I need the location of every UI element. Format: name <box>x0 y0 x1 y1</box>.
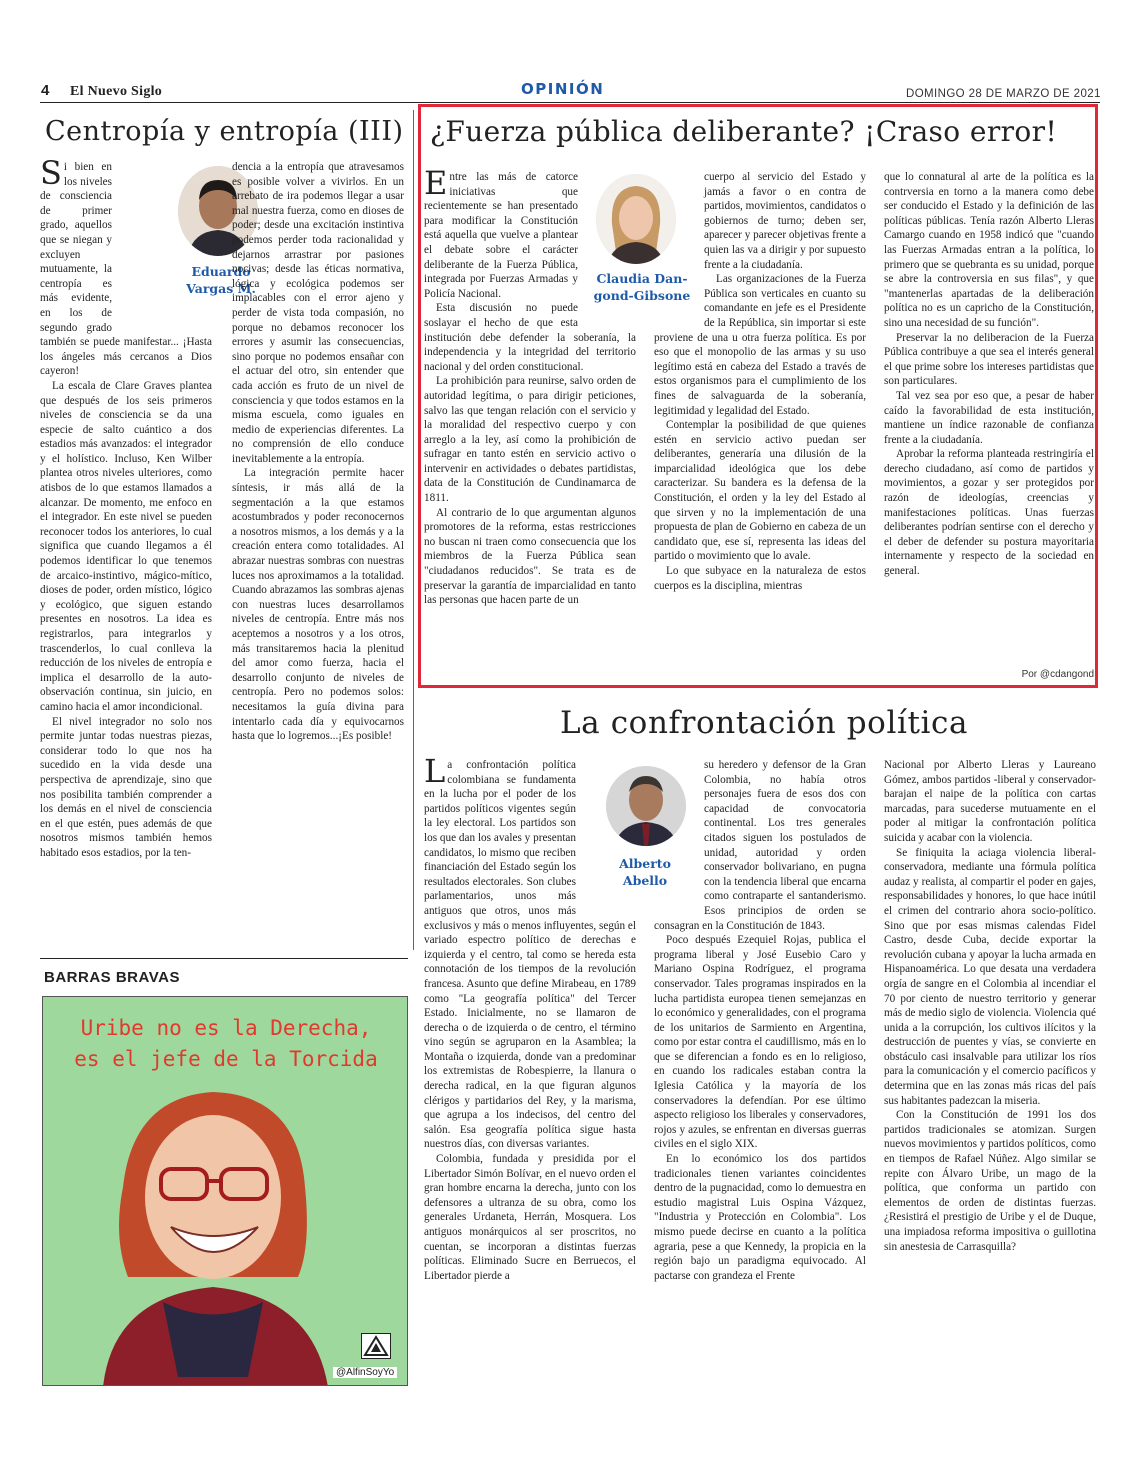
cartoon-caption <box>53 1013 399 1075</box>
paragraph: Lo que subyace en la naturaleza de estos cuerpos es la disciplina, mientras <box>654 565 866 592</box>
barras-top-rule <box>40 958 408 959</box>
article2-col2 <box>654 170 866 680</box>
drop-cap: S <box>40 160 62 192</box>
paragraph: Nacional por Alberto Lleras y Laureano Gómez, ambos partidos -liberal y conservador- barajan el naipe de la política con cartas marcadas, para sucederse mutuamente en el poder al mitigar la confrontación política suicida y acabar con la violencia. <box>884 759 1096 844</box>
cartoon-caption-line1: Uribe no es la Derecha, <box>80 1016 372 1040</box>
paragraph: Poco después Ezequiel Rojas, publica el programa liberal y José Eusebio Caro y Mariano Ospina Rodríguez, el programa conservador. Tales programas inspirados en la lucha partidista europea tienen semejanzas en lo económico y generalidades, con el programa de los unitarios de Sarmiento en Argentina, como por estar contra el caudillismo, más en lo que se diferencian a fondo es en lo religioso, en cuando los radicales estaban contra la Iglesia Católica y la mayoría de los conservadores la defendían. Por ese último aspecto religioso los liberales y conservadores, rojos y azules, se enfrentan en diversas guerras civiles en el siglo XIX. <box>654 934 866 1151</box>
cartoon-panel <box>42 996 408 1386</box>
paragraph: Contemplar la posibilidad de que quienes estén en servicio activo puedan ser deliberantes, generaría una dilusión de la imparcialidad ideológica que los debe caracterizar. Su bandera es la defensa de la Constitución, el orden y la ley del Estado al que sirven y no la implementación de una propuesta de plan de Gobierno en cabeza de un candidato que, ese sí, representa las ideas del partido o movimiento que lo avale. <box>654 419 866 563</box>
drop-cap: E <box>424 170 448 202</box>
cartoon-figure <box>83 1077 343 1386</box>
column-divider <box>413 110 414 950</box>
paragraph: Si bien en los niveles de consciencia de primer grado, aquellos que se niegan y excluyen mutuamente, la centropía es más evidente, en los de segundo grado también se puede manifestar... ¡Hasta los ángeles más cercanos a Dios cayeron! <box>40 160 212 378</box>
paragraph: La escala de Clare Graves plantea que después de los seis primeros niveles de consciencia se da una especie de salto cuántico a dos estadios más avanzados: el integrador y el holístico. Incluso, Ken Wilber plantea otros niveles ulteriores, como atisbos de lo que estamos llamados a alcanzar. De momento, me enfoco en el integrador. En este nivel se pueden reconocer todos los anteriores, lo cual significa que cuando llegamos a él podemos identificar lo que tenemos de arcaico-instintivo, mágico-mítico, dioses de poder, orden místico, lógico y ecológico, que siguen estando presentes en nosotros. La idea es registrarlos, para integrarlos y trascenderlos, lo cual conlleva la reducción de los niveles de entropía e implica el desarrollo de la auto-observación continua, sin juicio, en camino hacia el amor incondicional. <box>40 379 212 713</box>
author-name-line2: Abello <box>622 873 668 888</box>
paragraph: Preservar la no deliberacion de la Fuerza Pública contribuye a que sea el interés general el que prime sobre los intereses partidistas que son particulares. <box>884 331 1094 388</box>
header-rule <box>40 102 1100 103</box>
paragraph: La integración permite hacer síntesis, ir más allá de la segmentación a la que estamos acostumbrados y poder reconocernos a nosotros mismos, a los demás y a la creación entera como totalidades. Al abrazar nuestras sombras con nuestras luces nos aproximamos a la totalidad. Cuando abrazamos las sombras ajenas con nuestras luces desarrollamos niveles de centropía. Entre más nos aceptemos a nosotros y a los otros, más transitaremos hacia la plenitud del amor como fuerza, hacia el desarrollo conjunto de niveles de centropía. Pero no podemos solos: necesitamos la guía divina para intentarlo cada día y equivocarnos hasta que lo logremos...¡Es posible! <box>232 467 404 743</box>
author-name-line2: gond-Gibsone <box>593 288 691 303</box>
edition-date: DOMINGO 28 DE MARZO DE 2021 <box>906 88 1101 100</box>
article1-col2 <box>232 160 404 950</box>
paragraph: Con la Constitución de 1991 los dos partidos tradicionales se atomizan. Surgen nuevos movimientos y partidos políticos, como en tiempos de Rafael Núñez. Algo similar se repite con Álvaro Uribe, un mago de la política, que conforma un partido con elementos de orden de distintas fuerzas. ¿Resistirá el prestigio de Uribe y el de Duque, una impiadosa reforma impositiva o guillotina sin anestesia de Carrasquilla? <box>884 1109 1096 1253</box>
article2-headline: ¿Fuerza pública deliberante? ¡Craso error! <box>430 115 1058 148</box>
paper-name: El Nuevo Siglo <box>70 84 163 99</box>
paragraph: Aprobar la reforma planteada restringiría el derecho ciudadano, así como de partidos y movimientos, a gozar y ser protegidos por razón de ideologías, creencias y manifestaciones políticas. Unas fuerzas deliberantes podrían sentirse con el derecho y el deber de defender su postura mayoritaria internamente y respecto de la sociedad en general. <box>884 448 1094 578</box>
paragraph: Entre las más de catorce iniciativas que recientemente se han presentado para modificar la Constitución está aquella que vuelve a plantear el debate sobre el carácter deliberante de la Fuerza Pública, integrada por Fuerzas Armadas y Policía Nacional. <box>424 170 578 300</box>
paragraph: Al contrario de lo que argumentan algunos promotores de la reforma, estas restricciones no buscan ni traen como consecuencia que los miembros de la Fuerza Pública sean "ciudadanos reducidos". Se trata es de preservar la garantía de imparcialidad en tanto las personas que hacen parte de un <box>424 506 636 607</box>
paragraph: cuerpo al servicio del Estado y jamás a favor o en contra de partidos, movimientos, candidatos o gobiernos de turno; deben ser, aparecer y parecer objetivas frente a quien las va a dirigir y por supuesto frente a la ciudadanía. <box>704 171 866 271</box>
drop-cap: L <box>424 758 446 790</box>
article3-col2 <box>654 758 866 1390</box>
paragraph: su heredero y defensor de la Gran Colombia, no había otros personajes fuera de esos dos con capacidad de convocatoria continental. Los tres generales citados siguen los postulados de unidad, autoridad y orden conservador bolivariano, en pugna con la tendencia liberal que encarna como contraparte el santanderismo. Esos principios de orden se consagran en la Constitución de 1843. <box>654 759 866 932</box>
author-float-space <box>654 170 704 330</box>
paragraph: Las organizaciones de la Fuerza Pública son verticales en cuanto su comandante en jefe es el Presidente de la República, sin importar si este proviene de una u otra fuerza política. Es por eso que el monopolio de las armas y su uso legítimo está en cabeza del Estado a través de estos organismos para el cumplimiento de los fines de salvaguarda de la soberanía, legitimidad y legalidad del Estado. <box>654 273 866 417</box>
paragraph: Se finiquita la aciaga violencia liberal-conservadora, mediante una fórmula política audaz y realista, al compartir el poder en gajes, responsabilidades y honores, lo que hace inútil el crimen del contrario ahora socio-político. Sino que por esas mismas calendas Fidel Castro, desde Cuba, decide exportar la revolución cubana y apoyar la lucha armada en Hispanoamérica. Lo que desata una verdadera orgía de sangre en el Colombia al incendiar el 70 por ciento de nuestro territorio y generar más de medio siglo de violencia. Violencia qué unida a la corrupción, los cultivos ilícitos y la destrucción de puentes y vías, se convierte en obstáculo casi insalvable para utilizar los ríos para la comunicación y el comercio pacíficos y determina que en las zonas más ricas del país sus habitantes padezcan la miseria. <box>884 846 1096 1107</box>
article3-headline: La confrontación política <box>560 705 969 741</box>
article2-col3-text <box>884 170 1094 579</box>
paragraph: que lo connatural al arte de la política es la contrversia en torno a la manera como debe ser conducido el Estado y la definición de las políticas públicas. Tenía razón Alberto Lleras Camargo cuando en 1958 indicó que "cuando las Fuerzas Armadas entran a la política, lo primero que se quebranta es su unidad, porque se abre la controversia en sus filas", y que "mantenerlas apartadas de la deliberación política no es un capricho de la Constitución, sino una necesidad de su función". <box>884 171 1094 329</box>
paragraph: La confrontación política colombiana se fundamenta en la lucha por el poder de los partidos políticos vigentes según la ley electoral. Los partidos son los que dan los avales y presentan candidatos, lo mismo que reciben financiación del Estado según los resultados electorales. Son clubes parlamentarios, unos más antiguos que otros, unos más exclusivos y más o menos influyentes, según el variado espectro político de derechas e izquierda y el centro, tal como se hereda esta connotación de los tiempos de la revolución francesa. Asunto que define Mirabeau, en 1789 como "La geografía política" del Tercer Estado. Inicialmente, no se llamaron de derecha o de izquierda o de centro, el término vino según se agruparon en la Asamblea; la Montaña o izquierda, donde van a predominar los extremistas de Robespierre, la llanura o derecha radical, en la que figuran algunos clérigos y partidarios del Rey, y la marisma, que agrupa a los indecisos, del centro del salón. Esa geografía política sigue hasta nuestros días, con diversas variantes. <box>424 758 636 1151</box>
paragraph: dencia a la entropía que atravesamos es posible volver a vivirlos. En un arrebato de ira podemos llegar a usar mal nuestra fuerza, como en dioses de poder; desde una excitación instintiva podemos perder toda racionalidad y dejarnos arrastrar por pasiones nocivas; desde las éticas normativa, lógica y ecológica podemos ser implacables con el error ajeno y perder de vista toda compasión, no porque no debamos reconocer los errores y asumir las consecuencias, sino porque no podemos ensañar con el actuar del otro, sin entender que cada acción es fruto de un nivel de consciencia y que todos estamos en la misma escuela, como iguales en medio de experiencias diferentes. La no comprensión de ello conduce inevitablemente a la entropía. <box>232 161 404 465</box>
article1-headline: Centropía y entropía (III) <box>45 116 404 147</box>
paragraph: La prohibición para reunirse, salvo orden de autoridad legítima, o para dirigir peticiones, salvo las que tengan relación con el servicio y la moralidad del respectivo cuerpo y con arreglo a la ley, así como la prohibición de sufragar en tanto estén en servicio activo o intervenir en actividades o debates partidistas, data de la Constitución de Cundinamarca de 1811. <box>424 375 636 505</box>
author-float-space <box>654 758 704 918</box>
article3-col1 <box>424 758 636 1390</box>
section-title: OPINIÓN <box>521 80 605 98</box>
author-name-line2: Vargas M. <box>186 281 256 296</box>
paragraph: El nivel integrador no solo nos permite juntar todas nuestras piezas, considerar todo lo que nos ha sucedido en la vida desde una perspectiva de aprendizaje, sino que nos posibilita también comprender a los demás en el nivel de consciencia en el que estén, pues además de que nosotros mismos también hemos habitado esos estadios, por la ten- <box>40 715 212 859</box>
article2-credit: Por @cdangond <box>1021 669 1094 680</box>
cartoonist-signature: @AlfinSoyYo <box>333 1367 397 1378</box>
author-name-line1: Claudia Dan- <box>596 271 688 286</box>
page-number: 4 <box>41 82 50 99</box>
cartoon-caption-line2: es el jefe de la Torcida <box>74 1047 378 1071</box>
paragraph: En lo económico los dos partidos tradicionales tienen variantes coincidentes dentro de la pugnacidad, como lo demuestra en estudio magistral Luis Ospina Vázquez, "Industria y Protección en Colombia". Los mismo puede decirse en cuanto a la política agraria, pese a que Kennedy, la propicia en la región bajo un paradigma equivocado. Al pactarse con grandeza el Frente <box>654 1153 866 1282</box>
paragraph: Colombia, fundada y presidida por el Libertador Simón Bolívar, en el nuevo orden el gran hombre encarna la derecha, junto con los defensores a ultranza de su obra, como los generales Urdaneta, Herrán, Mosquera. Los antiguos monárquicos al ser proscritos, no cuentan, se incorporan a distintas fuerzas políticas. Eliminado Sucre en Berruecos, el Libertador pierde a <box>424 1153 636 1282</box>
paragraph: Esta discusión no puede soslayar el hecho de que esta institución debe defender la soberanía, la independencia y la integridad del territorio nacional y del orden constitucional. <box>424 302 636 373</box>
article3-col3 <box>884 758 1096 1390</box>
article1-col2-text <box>232 160 404 744</box>
triangle-logo-icon <box>362 1334 390 1358</box>
paragraph: Tal vez sea por eso que, a pesar de haber caído la favorabilidad de esta institución, mantiene un índice razonable de confianza frente a la ciudadanía. <box>884 389 1094 446</box>
author-name-line1: Alberto <box>619 856 671 871</box>
author-name-line1: Eduardo <box>191 264 251 279</box>
article3-col3-text <box>884 758 1096 1254</box>
cartoonist-logo <box>361 1333 391 1359</box>
article2-col3 <box>884 170 1094 666</box>
barras-bravas-title: BARRAS BRAVAS <box>44 969 180 986</box>
